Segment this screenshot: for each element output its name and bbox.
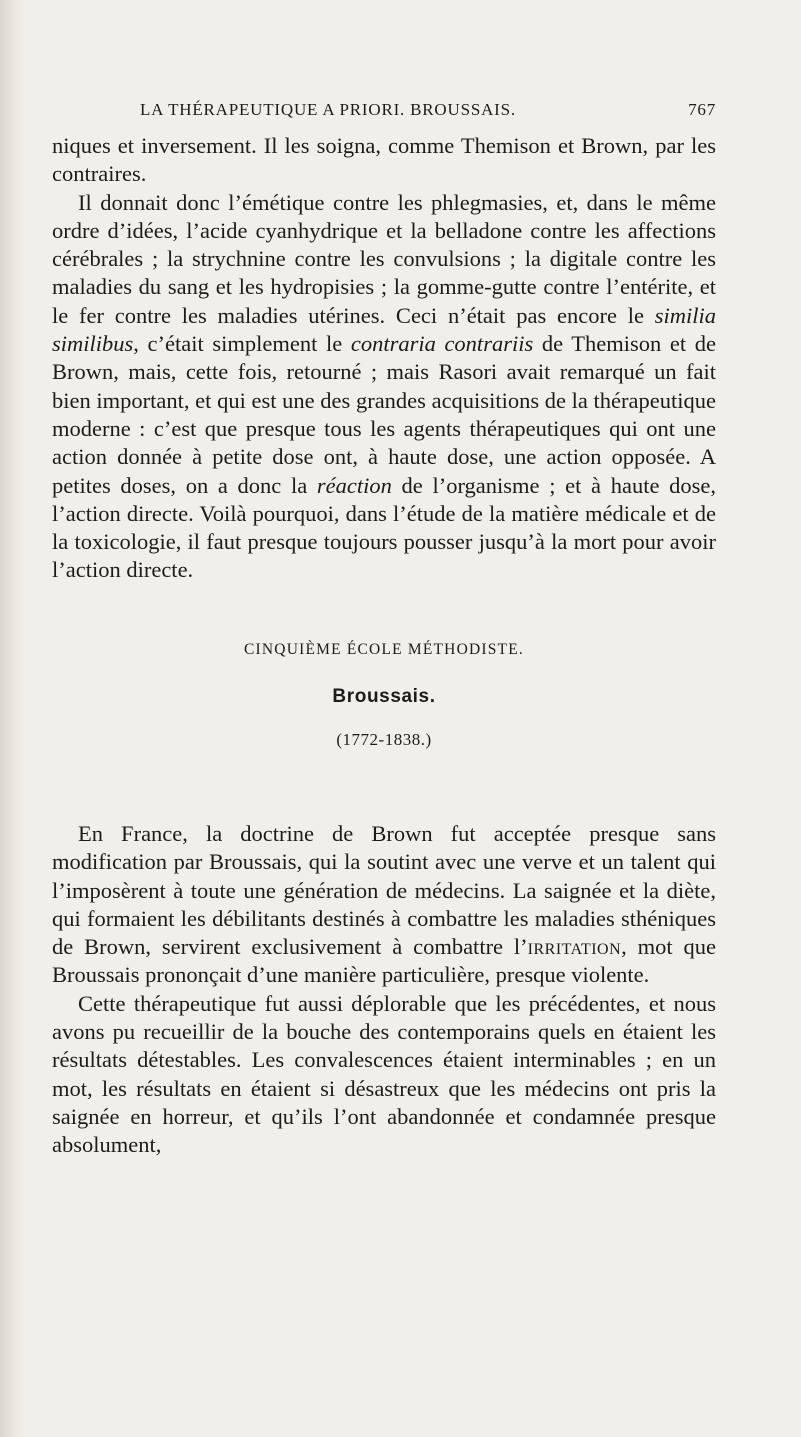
italic-term-reaction: réaction xyxy=(316,472,392,498)
paragraph-therapeutic-results: Cette thérapeutique fut aussi déplorable que les précédentes, et nous avons pu recueillir de la bouche des contemporains quels en étaient les résultats détestables. Les convalescences étaient interminables ; en un mot, les résultats en étaient si désastreux que les médecins ont pris la saignée en horreur, et qu’ils l’ont abandonnée et condamnée presque absolument, xyxy=(52,990,716,1158)
italic-term-similia: similia similibus xyxy=(52,302,716,357)
smallcaps-term-irritation: irritation xyxy=(527,934,622,960)
paragraph-rasori-remedies xyxy=(52,189,716,585)
text-run: , c’était simplement le xyxy=(133,331,351,357)
running-head xyxy=(140,100,716,128)
text-run: En France, la doctrine de Brown fut acceptée presque sans modification par Broussais, qui la soutint avec une verve et un talent qui l’imposèrent à toute une génération de médecins. La saignée et la diète, qui formaient les débilitants destinés à combattre les maladies sthéniques de Brown, servirent exclusivement à combattre l’ xyxy=(52,821,716,960)
text-block-rasori xyxy=(52,132,716,585)
paragraph-broussais-doctrine xyxy=(52,820,716,990)
text-run: de Themison et de Brown, mais, cette fois, retourné ; mais Rasori avait remarqué un fait bien important, et qui est une des grandes acquisitions de la thérapeutique moderne : c’est que presque tous les agents thérapeutiques qui ont une action donnée à petite dose ont, à haute dose, une action opposée. A petites doses, on a donc la xyxy=(52,331,716,498)
paragraph-continuation: niques et inversement. Il les soigna, comme Themison et Brown, par les contraires. xyxy=(52,133,716,187)
section-dates: (1772-1838.) xyxy=(336,730,432,749)
text-block-broussais xyxy=(52,820,716,1160)
italic-term-contraria: contraria contrariis xyxy=(350,331,534,357)
text-run: Il donnait donc l’émétique contre les phlegmasies, et, dans le même ordre d’idées, l’acide cyanhydrique et la belladone contre les affections cérébrales ; la strychnine contre les convulsions ; la digitale contre les maladies du sang et les hydropisies ; la gomme-gutte contre l’entérite, et le fer contre les maladies utérines. Ceci n’était pas encore le xyxy=(52,189,716,328)
text-run: , mot que Broussais prononçait d’une manière particulière, presque violente. xyxy=(52,934,716,988)
page-number: 767 xyxy=(688,100,716,119)
section-name-heading: Broussais. xyxy=(332,686,436,707)
text-run: de l’organisme ; et à haute dose, l’action directe. Voilà pourquoi, dans l’étude de la matière médicale et de la toxicologie, il faut presque toujours pousser jusqu’à la mort pour avoir l’action directe. xyxy=(52,472,716,583)
gutter-shadow xyxy=(0,0,26,1437)
running-title: LA THÉRAPEUTIQUE A PRIORI. BROUSSAIS. xyxy=(140,100,516,119)
section-school-heading: CINQUIÈME ÉCOLE MÉTHODISTE. xyxy=(244,641,524,658)
